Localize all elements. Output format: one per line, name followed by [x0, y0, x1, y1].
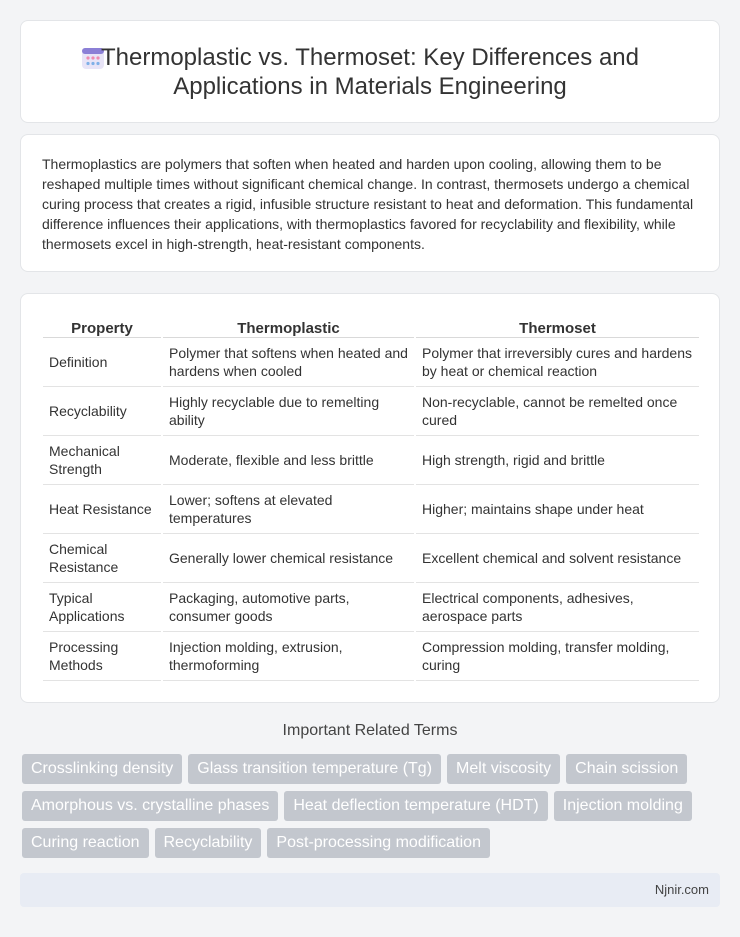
table-header-row: [43, 314, 699, 338]
related-terms-list: [22, 754, 722, 865]
thermoplastic-cell: Packaging, automotive parts, consumer goods: [163, 583, 414, 632]
thermoplastic-cell: Moderate, flexible and less brittle: [163, 436, 414, 485]
intro-card: [20, 134, 720, 272]
property-cell: Recyclability: [43, 387, 161, 436]
property-cell: Mechanical Strength: [43, 436, 161, 485]
table-row: [43, 485, 699, 534]
related-term-tag[interactable]: Melt viscosity: [447, 754, 560, 784]
thermoset-cell: Compression molding, transfer molding, curing: [416, 632, 699, 681]
tag-row: [22, 754, 722, 784]
related-term-tag[interactable]: Heat deflection temperature (HDT): [284, 791, 547, 821]
related-term-tag[interactable]: Glass transition temperature (Tg): [188, 754, 441, 784]
footer-site-name[interactable]: Njnir.com: [654, 882, 709, 897]
related-term-tag[interactable]: Curing reaction: [22, 828, 149, 858]
comparison-table: [41, 314, 701, 681]
intro-paragraph: Thermoplastics are polymers that soften when heated and harden upon cooling, allowing them to be reshaped multiple times without significant chemical change. In contrast, thermosets undergo a chemical curing process that creates a rigid, infusible structure resistant to heat and deformation. This fundamental difference influences their applications, with thermoplastics favored for recyclability and flexibility, while thermosets excel in high-strength, heat-resistant components.: [42, 156, 694, 252]
property-cell: Heat Resistance: [43, 485, 161, 534]
thermoplastic-cell: Highly recyclable due to remelting ability: [163, 387, 414, 436]
thermoset-cell: Non-recyclable, cannot be remelted once cured: [416, 387, 699, 436]
table-row: [43, 436, 699, 485]
thermoset-cell: Electrical components, adhesives, aerospace parts: [416, 583, 699, 632]
thermoplastic-cell: Lower; softens at elevated temperatures: [163, 485, 414, 534]
related-term-tag[interactable]: Amorphous vs. crystalline phases: [22, 791, 278, 821]
related-term-tag[interactable]: Post-processing modification: [267, 828, 490, 858]
page-title: [21, 43, 719, 101]
related-term-tag[interactable]: Crosslinking density: [22, 754, 182, 784]
column-header-thermoset: Thermoset: [416, 314, 699, 338]
thermoset-cell: Polymer that irreversibly cures and hardens by heat or chemical reaction: [416, 338, 699, 387]
thermoset-cell: High strength, rigid and brittle: [416, 436, 699, 485]
table-row: [43, 338, 699, 387]
property-cell: Processing Methods: [43, 632, 161, 681]
thermoplastic-cell: Generally lower chemical resistance: [163, 534, 414, 583]
thermoplastic-cell: Injection molding, extrusion, thermoforming: [163, 632, 414, 681]
table-row: [43, 583, 699, 632]
column-header-property: Property: [43, 314, 161, 338]
footer: [20, 873, 720, 907]
page-title-line-1: Thermoplastic vs. Thermoset: Key Differences and: [100, 44, 639, 71]
header-card: [20, 20, 720, 123]
tag-row: [22, 828, 722, 858]
related-term-tag[interactable]: Chain scission: [566, 754, 687, 784]
thermoset-cell: Higher; maintains shape under heat: [416, 485, 699, 534]
related-term-tag[interactable]: Recyclability: [155, 828, 262, 858]
tag-row: [22, 791, 722, 821]
table-row: [43, 387, 699, 436]
related-terms-heading: Important Related Terms: [282, 722, 458, 739]
property-cell: Chemical Resistance: [43, 534, 161, 583]
comparison-table-card: [20, 293, 720, 703]
table-row: [43, 632, 699, 681]
property-cell: Typical Applications: [43, 583, 161, 632]
property-cell: Definition: [43, 338, 161, 387]
thermoset-cell: Excellent chemical and solvent resistance: [416, 534, 699, 583]
related-term-tag[interactable]: Injection molding: [554, 791, 692, 821]
column-header-thermoplastic: Thermoplastic: [163, 314, 414, 338]
page-title-line-2: Applications in Materials Engineering: [173, 73, 567, 100]
thermoplastic-cell: Polymer that softens when heated and hardens when cooled: [163, 338, 414, 387]
table-row: [43, 534, 699, 583]
